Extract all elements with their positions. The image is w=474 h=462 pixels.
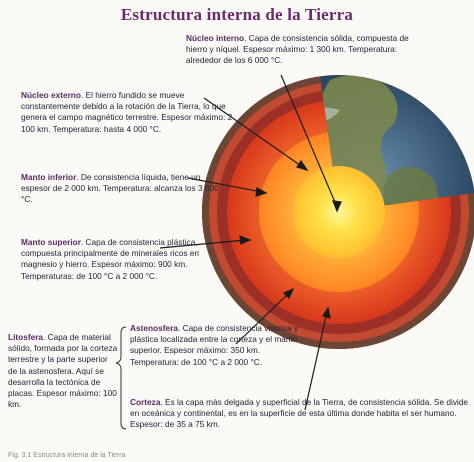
page-title: Estructura interna de la Tierra <box>120 5 354 24</box>
label-astenosfera <box>130 323 310 368</box>
label-litosfera <box>8 332 118 410</box>
term-manto-inferior: Manto inferior <box>21 172 77 182</box>
term-nucleo-interno: Núcleo interno <box>186 33 245 43</box>
term-manto-superior: Manto superior <box>21 237 81 247</box>
term-nucleo-externo: Núcleo externo <box>21 90 81 100</box>
label-manto-superior <box>21 237 231 282</box>
desc-astenosfera: . Capa de consistencia viscosa y plástica localizada entre la corteza y el manto superior. Espesor máximo: 350 km. Temperatura: de 100 °C a 2 000 °C. <box>130 323 299 367</box>
label-nucleo-externo <box>21 90 241 135</box>
desc-manto-inferior: . De consistencia líquida, tiene un espesor de 2 000 km. Temperatura: alcanza los 3 500 °C. <box>21 172 219 205</box>
label-nucleo-interno <box>186 33 411 67</box>
desc-nucleo-interno: . Capa de consistencia sólida, compuesta de hierro y níquel. Espesor máximo: 1 300 km. Temperatura: alrededor de los 6 000 °C. <box>186 33 409 66</box>
desc-manto-superior: . Capa de consistencia plástica, compuesta principalmente de minerales ricos en magnesio y hierro. Espesor máximo: 900 km. Temperaturas: de 100 °C a 2 000 °C. <box>21 237 200 281</box>
term-litosfera: Litosfera <box>8 332 44 342</box>
desc-nucleo-externo: . El hierro fundido se mueve constantemente debido a la rotación de la Tierra, lo que genera el campo magnético terrestre. Espesor máximo: 2 100 km. Temperatura: hasta 4 000 °C. <box>21 90 233 134</box>
label-corteza <box>130 397 470 431</box>
desc-litosfera: . Capa de material sólido, formada por la corteza terrestre y la parte superior de la astenosfera. Aquí se desarrolla la tectónica de placas. Espesor máximo: 100 km. <box>8 332 118 410</box>
figure-caption: Fig. 3.1 Estructura interna de la Tierra <box>8 452 126 459</box>
term-corteza: Corteza <box>130 397 161 407</box>
label-manto-inferior <box>21 172 226 206</box>
term-astenosfera: Astenosfera <box>130 323 178 333</box>
desc-corteza: . Es la capa más delgada y superficial de la Tierra, de consistencia sólida. Se divide en oceánica y continental, es en la superficie de esta última donde habita el ser humano. Espesor: de 35 a 75 km. <box>130 397 469 430</box>
